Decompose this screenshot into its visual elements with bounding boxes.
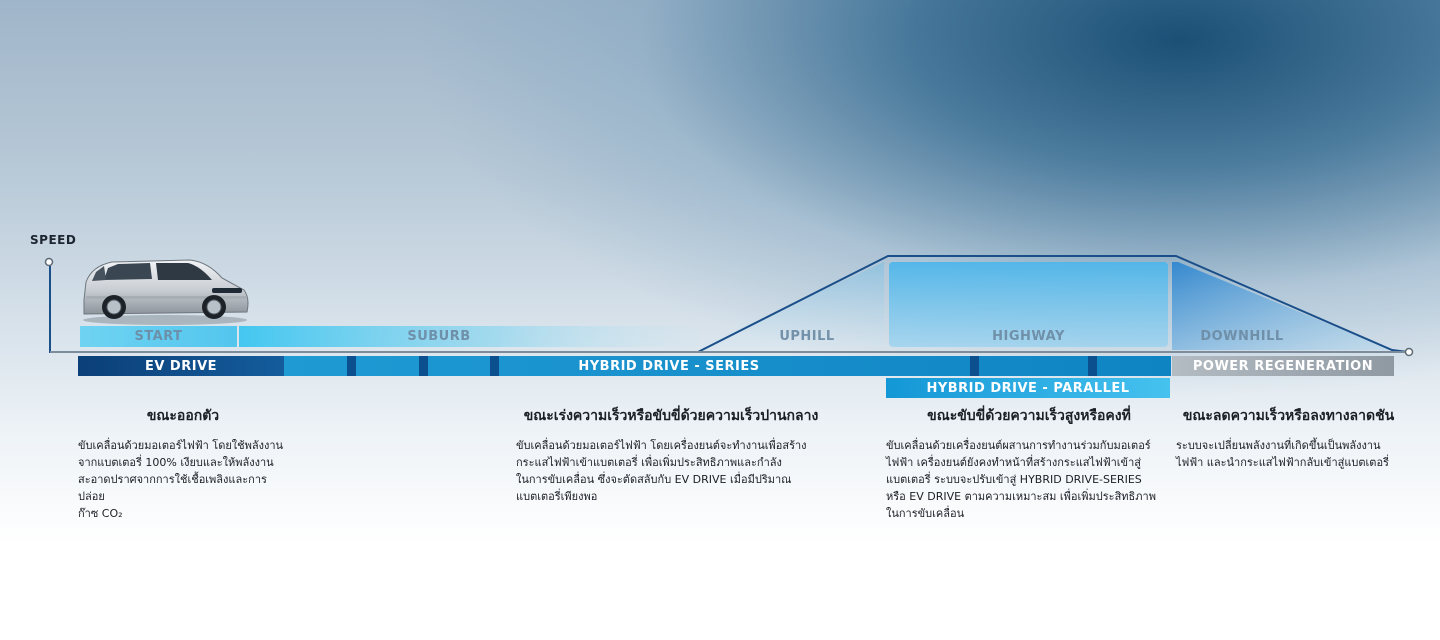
mode-label-hybrid-parallel: HYBRID DRIVE - PARALLEL: [926, 380, 1130, 396]
description-line: ขับเคลื่อนด้วยมอเตอร์ไฟฟ้า โดยเครื่องยนต์จะทำงานเพื่อสร้าง: [516, 439, 807, 452]
description-line: ไฟฟ้า เครื่องยนต์ยังคงทำหน้าที่สร้างกระแสไฟฟ้าเข้าสู่: [886, 456, 1141, 469]
description-body: [78, 437, 288, 522]
description-title: ขณะเร่งความเร็วหรือขับขี่ด้วยความเร็วปานกลาง: [523, 408, 819, 424]
description-title: ขณะขับขี่ด้วยความเร็วสูงหรือคงที่: [927, 408, 1131, 424]
mode-bar-divider: [347, 356, 356, 376]
axis-origin-dot: [46, 259, 53, 266]
zone-label-uphill: UPHILL: [779, 329, 835, 344]
description-start: [78, 405, 288, 522]
zone-label-highway: HIGHWAY: [992, 329, 1065, 344]
description-body: [886, 437, 1172, 522]
description-acceleration: [516, 405, 826, 505]
mode-bar-divider: [1088, 356, 1097, 376]
description-body: [1176, 437, 1401, 471]
zone-label-downhill: DOWNHILL: [1200, 329, 1284, 344]
description-line: แบตเตอรี่ ระบบจะปรับเข้าสู่ HYBRID DRIVE-SERIES: [886, 473, 1142, 486]
mode-label-hybrid-series: HYBRID DRIVE - SERIES: [578, 358, 760, 374]
description-line: ในการขับเคลื่อน: [886, 507, 965, 520]
mode-bar-divider: [419, 356, 428, 376]
description-deceleration: [1176, 405, 1401, 471]
axis-end-dot: [1406, 349, 1413, 356]
description-line: หรือ EV DRIVE ตามความเหมาะสม เพื่อเพิ่มประสิทธิภาพ: [886, 490, 1156, 503]
mode-label-power-regeneration: POWER REGENERATION: [1192, 358, 1374, 374]
description-line: ไฟฟ้า และนำกระแสไฟฟ้ากลับเข้าสู่แบตเตอรี่: [1176, 456, 1389, 469]
mode-bar-divider: [490, 356, 499, 376]
description-line: ขับเคลื่อนด้วยมอเตอร์ไฟฟ้า โดยใช้พลังงาน: [78, 439, 284, 452]
description-line: ระบบจะเปลี่ยนพลังงานที่เกิดขึ้นเป็นพลังงาน: [1176, 439, 1381, 452]
description-body: [516, 437, 826, 505]
mode-label-ev-drive: EV DRIVE: [144, 358, 218, 374]
car-illustration: [83, 260, 248, 325]
description-line: กระแสไฟฟ้าเข้าแบตเตอรี่ เพื่อเพิ่มประสิทธิภาพและกำลัง: [516, 456, 782, 469]
description-line: ขับเคลื่อนด้วยเครื่องยนต์ผสานการทำงานร่วมกับมอเตอร์: [886, 439, 1151, 452]
description-highway: [886, 405, 1172, 522]
zone-label-suburb: SUBURB: [407, 329, 471, 344]
description-line: สะอาดปราศจากการใช้เชื้อเพลิงและการปล่อย: [78, 473, 267, 503]
description-title: ขณะออกตัว: [146, 408, 220, 424]
description-line: จากแบตเตอรี่ 100% เงียบและให้พลังงาน: [78, 456, 274, 469]
zone-label-start: START: [134, 329, 183, 344]
description-line: ก๊าซ CO₂: [78, 507, 123, 520]
description-line: แบตเตอรี่เพียงพอ: [516, 490, 598, 503]
description-title: ขณะลดความเร็วหรือลงทางลาดชัน: [1182, 408, 1395, 424]
description-line: ในการขับเคลื่อน ซึ่งจะตัดสลับกับ EV DRIVE เมื่อมีปริมาณ: [516, 473, 792, 486]
mode-bar-divider: [970, 356, 979, 376]
speed-axis-label: SPEED: [30, 233, 77, 247]
